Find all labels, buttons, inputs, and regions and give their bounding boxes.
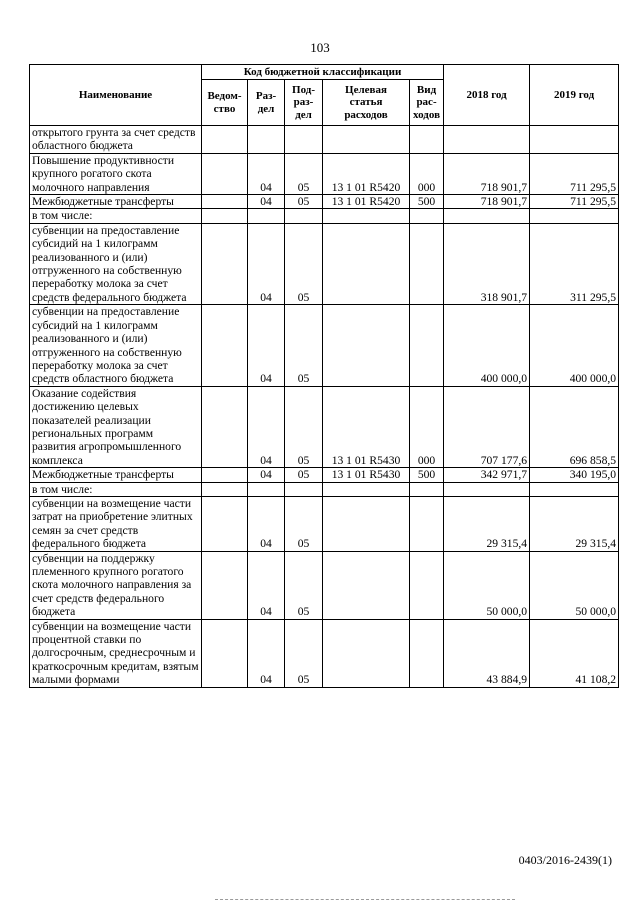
cell-name: в том числе: (30, 209, 202, 223)
cell-vid: 500 (410, 195, 444, 209)
cell-name: Межбюджетные трансферты (30, 468, 202, 482)
table-row (30, 468, 619, 482)
cell-razdel: 04 (248, 223, 285, 304)
header-code-group: Код бюджетной классификации (202, 65, 444, 80)
cell-razdel: 04 (248, 468, 285, 482)
table-row (30, 126, 619, 154)
cell-2019: 41 108,2 (530, 619, 619, 687)
scan-artifact-line (215, 899, 515, 900)
cell-razdel: 04 (248, 386, 285, 467)
cell-vedomstvo (202, 153, 248, 194)
header-row-top (30, 65, 619, 80)
cell-razdel (248, 126, 285, 154)
cell-2018: 718 901,7 (444, 153, 530, 194)
cell-2018: 400 000,0 (444, 305, 530, 386)
cell-podrazdel: 05 (285, 195, 323, 209)
cell-vid (410, 305, 444, 386)
header-vid: Вид рас- ходов (410, 80, 444, 126)
table-row (30, 195, 619, 209)
cell-vedomstvo (202, 468, 248, 482)
cell-2018 (444, 482, 530, 496)
cell-razdel: 04 (248, 305, 285, 386)
cell-target: 13 1 01 R5420 (323, 153, 410, 194)
cell-razdel: 04 (248, 551, 285, 619)
cell-2019: 711 295,5 (530, 153, 619, 194)
cell-vedomstvo (202, 223, 248, 304)
header-name: Наименование (30, 65, 202, 126)
cell-vid (410, 126, 444, 154)
table-row (30, 496, 619, 551)
cell-vedomstvo (202, 209, 248, 223)
cell-name: субвенции на возмещение части затрат на приобретение элитных семян за счет средств федерального бюджета (30, 496, 202, 551)
cell-name: открытого грунта за счет средств областного бюджета (30, 126, 202, 154)
cell-2018: 718 901,7 (444, 195, 530, 209)
cell-vid (410, 209, 444, 223)
cell-podrazdel: 05 (285, 223, 323, 304)
cell-target (323, 619, 410, 687)
cell-vid: 500 (410, 468, 444, 482)
header-vedomstvo: Ведом- ство (202, 80, 248, 126)
cell-2018 (444, 209, 530, 223)
cell-vid (410, 619, 444, 687)
cell-razdel (248, 209, 285, 223)
cell-vedomstvo (202, 619, 248, 687)
cell-razdel: 04 (248, 496, 285, 551)
header-podrazdel: Под- раз- дел (285, 80, 323, 126)
cell-vedomstvo (202, 305, 248, 386)
cell-target: 13 1 01 R5420 (323, 195, 410, 209)
cell-vid: 000 (410, 386, 444, 467)
cell-2019: 50 000,0 (530, 551, 619, 619)
cell-vedomstvo (202, 496, 248, 551)
cell-name: в том числе: (30, 482, 202, 496)
cell-2019: 400 000,0 (530, 305, 619, 386)
cell-2019 (530, 482, 619, 496)
cell-podrazdel: 05 (285, 496, 323, 551)
table-row (30, 619, 619, 687)
cell-razdel: 04 (248, 195, 285, 209)
table-row (30, 482, 619, 496)
cell-podrazdel (285, 126, 323, 154)
cell-name: Оказание содействия достижению целевых показателей реализации региональных программ развития агропромышленного комплекса (30, 386, 202, 467)
cell-vid (410, 551, 444, 619)
cell-2018: 50 000,0 (444, 551, 530, 619)
budget-table (29, 64, 619, 688)
cell-vedomstvo (202, 551, 248, 619)
cell-name: Повышение продуктивности крупного рогатого скота молочного направления (30, 153, 202, 194)
cell-target: 13 1 01 R5430 (323, 386, 410, 467)
cell-2018: 29 315,4 (444, 496, 530, 551)
cell-podrazdel: 05 (285, 386, 323, 467)
header-razdel: Раз- дел (248, 80, 285, 126)
cell-target (323, 496, 410, 551)
cell-name: субвенции на возмещение части процентной ставки по долгосрочным, среднесрочным и краткосрочным кредитам, взятым малыми формами (30, 619, 202, 687)
header-year-2019: 2019 год (530, 65, 619, 126)
table-body (30, 126, 619, 688)
cell-podrazdel: 05 (285, 305, 323, 386)
table-row (30, 153, 619, 194)
cell-2018 (444, 126, 530, 154)
cell-2019 (530, 209, 619, 223)
cell-2018: 707 177,6 (444, 386, 530, 467)
cell-2018: 43 884,9 (444, 619, 530, 687)
cell-podrazdel: 05 (285, 619, 323, 687)
cell-name: субвенции на предоставление субсидий на 1 килограмм реализованного и (или) отгруженного на собственную переработку молока за счет средств областного бюджета (30, 305, 202, 386)
header-target: Целевая статья расходов (323, 80, 410, 126)
cell-vedomstvo (202, 195, 248, 209)
cell-razdel (248, 482, 285, 496)
table-row (30, 305, 619, 386)
cell-podrazdel: 05 (285, 551, 323, 619)
cell-razdel: 04 (248, 153, 285, 194)
cell-2019: 311 295,5 (530, 223, 619, 304)
table-row (30, 551, 619, 619)
cell-name: субвенции на поддержку племенного крупного рогатого скота молочного направления за счет средств федерального бюджета (30, 551, 202, 619)
cell-target (323, 551, 410, 619)
cell-vid: 000 (410, 153, 444, 194)
cell-vedomstvo (202, 126, 248, 154)
cell-2018: 342 971,7 (444, 468, 530, 482)
cell-name: субвенции на предоставление субсидий на 1 килограмм реализованного и (или) отгруженного на собственную переработку молока за счет средств федерального бюджета (30, 223, 202, 304)
document-code: 0403/2016-2439(1) (518, 853, 612, 867)
cell-podrazdel: 05 (285, 468, 323, 482)
table-row (30, 209, 619, 223)
cell-podrazdel: 05 (285, 153, 323, 194)
cell-target (323, 209, 410, 223)
cell-target (323, 223, 410, 304)
cell-2019: 340 195,0 (530, 468, 619, 482)
cell-razdel: 04 (248, 619, 285, 687)
table-row (30, 386, 619, 467)
cell-vid (410, 496, 444, 551)
cell-target (323, 482, 410, 496)
cell-vedomstvo (202, 482, 248, 496)
cell-podrazdel (285, 482, 323, 496)
page-number: 103 (310, 40, 330, 55)
cell-target (323, 305, 410, 386)
cell-2019: 696 858,5 (530, 386, 619, 467)
cell-name: Межбюджетные трансферты (30, 195, 202, 209)
cell-2018: 318 901,7 (444, 223, 530, 304)
cell-2019: 29 315,4 (530, 496, 619, 551)
cell-vedomstvo (202, 386, 248, 467)
cell-vid (410, 482, 444, 496)
cell-target (323, 126, 410, 154)
cell-podrazdel (285, 209, 323, 223)
header-year-2018: 2018 год (444, 65, 530, 126)
table-row (30, 223, 619, 304)
cell-2019: 711 295,5 (530, 195, 619, 209)
cell-2019 (530, 126, 619, 154)
cell-vid (410, 223, 444, 304)
cell-target: 13 1 01 R5430 (323, 468, 410, 482)
